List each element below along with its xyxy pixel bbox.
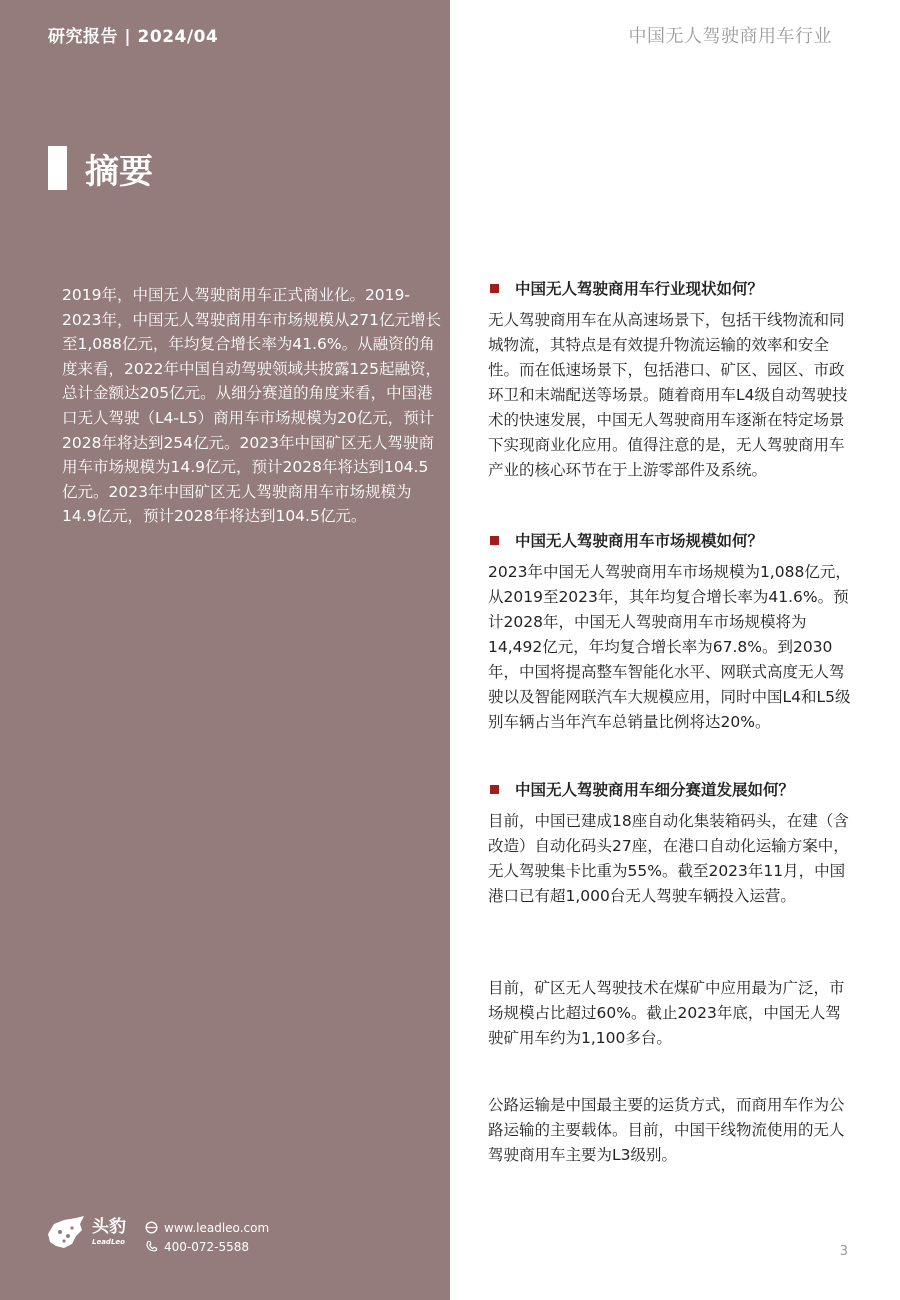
square-bullet-icon [490, 536, 499, 545]
logo-en-text: LeadLeo [92, 1237, 125, 1246]
page-number: 3 [839, 1244, 848, 1259]
question-body: 目前，中国已建成18座自动化集装箱码头，在建（含改造）自动化码头27座，在港口自动化运输方案中，无人驾驶集卡比重为55%。截至2023年11月，中国港口已有超1,000台无人驾驶车辆投入运营。 [488, 812, 849, 905]
logo-cn-text: 头豹 [92, 1216, 126, 1237]
phone-row [145, 1237, 269, 1256]
question-title: 中国无人驾驶商用车细分赛道发展如何？ [515, 781, 795, 799]
mining-paragraph: 目前，矿区无人驾驶技术在煤矿中应用最为广泛，市场规模占比超过60%。截止2023年底，中国无人驾驶矿用车约为1,100多台。 [488, 979, 845, 1047]
page-title: 摘要 [85, 151, 153, 192]
globe-icon [145, 1221, 158, 1234]
leadleo-logo [46, 1214, 126, 1250]
phone-icon [145, 1240, 158, 1253]
phone-number: 400-072-5588 [164, 1239, 250, 1254]
leopard-logo-icon [46, 1214, 86, 1250]
question-body: 2023年中国无人驾驶商用车市场规模为1,088亿元，从2019至2023年，其年均复合增长率为41.6%。预计2028年，中国无人驾驶商用车市场规模将为14,492亿元，年均复合增长率为67.8%。到2030年，中国将提高整车智能化水平、网联式高度无人驾驶以及智能网联汽车大规模应用，同时中国L4和L5级别车辆占当年汽车总销量比例将达20%。 [488, 563, 851, 731]
square-bullet-icon [490, 284, 499, 293]
contact-info [145, 1218, 269, 1256]
question-title: 中国无人驾驶商用车行业现状如何？ [515, 280, 764, 298]
title-bar [48, 146, 67, 190]
section-title [48, 145, 153, 191]
summary-text: 2019年，中国无人驾驶商用车正式商业化。2019-2023年，中国无人驾驶商用车市场规模从271亿元增长至1,088亿元，年均复合增长率为41.6%。从融资的角度来看，2022年中国自动驾驶领域共披露125起融资，总计金额达205亿元。从细分赛道的角度来看，中国港口无人驾驶（L4-L5）商用车市场规模为20亿元，预计2028年将达到254亿元。2023年中国矿区无人驾驶商用车市场规模为14.9亿元，预计2028年将达到104.5亿元。2023年中国矿区无人驾驶商用车市场规模为14.9亿元，预计2028年将达到104.5亿元。 [62, 286, 442, 526]
question-body: 无人驾驶商用车在从高速场景下，包括干线物流和同城物流，其特点是有效提升物流运输的效率和安全性。而在低速场景下，包括港口、矿区、园区、市政环卫和末端配送等场景。随着商用车L4级自动驾驶技术的快速发展，中国无人驾驶商用车逐渐在特定场景下实现商业化应用。值得注意的是，无人驾驶商用车产业的核心环节在于上游零部件及系统。 [488, 311, 848, 479]
question-title: 中国无人驾驶商用车市场规模如何？ [515, 532, 764, 550]
question-block-status [488, 277, 858, 483]
website-link[interactable]: www.leadleo.com [164, 1220, 270, 1235]
website-row [145, 1218, 269, 1237]
highway-paragraph: 公路运输是中国最主要的运货方式，而商用车作为公路运输的主要载体。目前，中国干线物流使用的无人驾驶商用车主要为L3级别。 [488, 1096, 845, 1164]
square-bullet-icon [490, 785, 499, 794]
industry-title: 中国无人驾驶商用车行业 [628, 26, 832, 47]
report-label: 研究报告 | 2024/04 [48, 27, 219, 47]
question-block-segments [488, 778, 858, 909]
question-block-market-size [488, 529, 858, 735]
